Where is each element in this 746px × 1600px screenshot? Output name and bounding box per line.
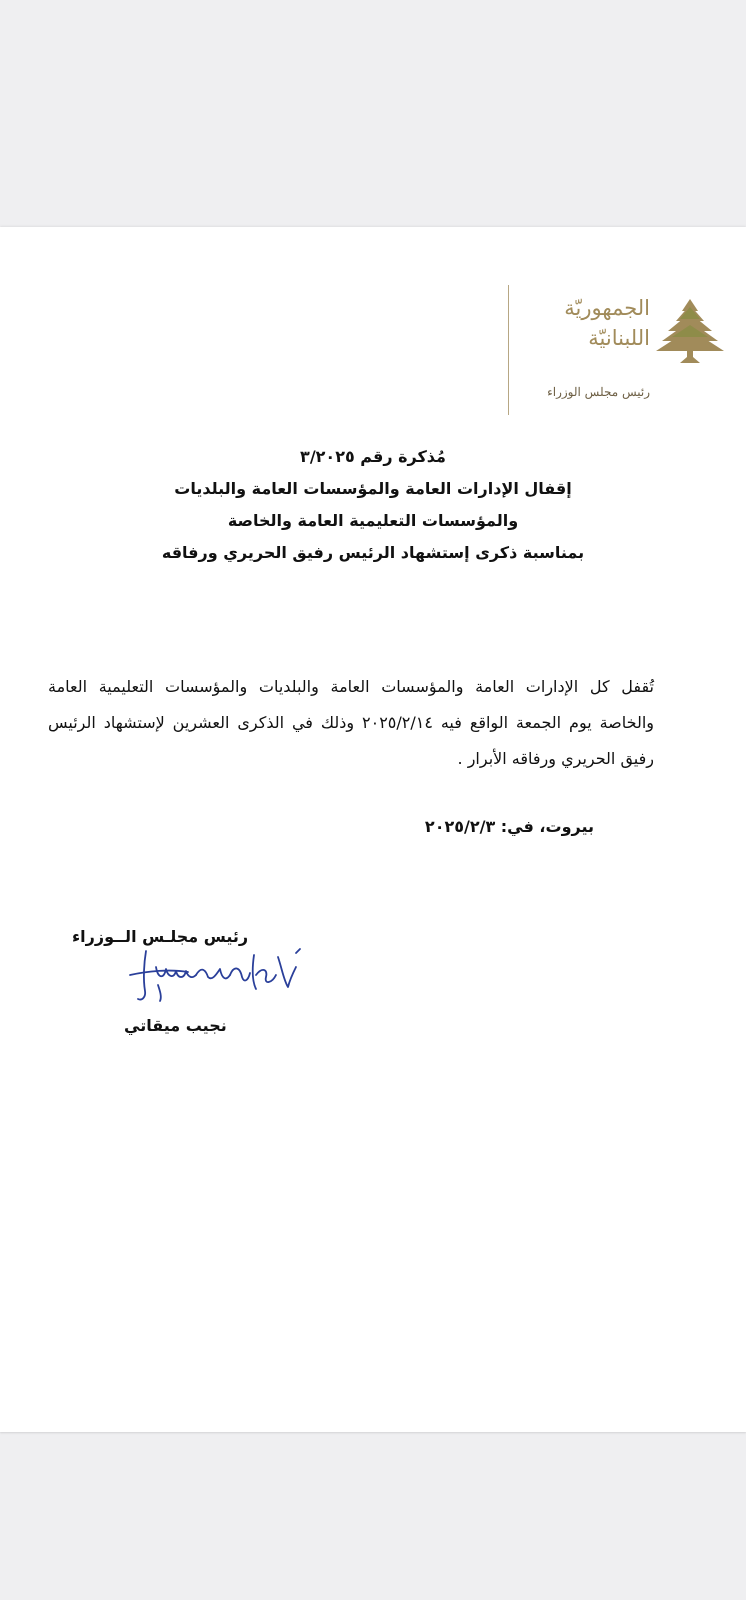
memo-body-paragraph: تُقفل كل الإدارات العامة والمؤسسات العامة والبلديات والمؤسسات التعليمية العامة والخاصة يوم الجمعة الواقع فيه ٢٠٢٥/٢/١٤ وذلك في الذكرى العشرين لإستشهاد الرئيس رفيق الحريري ورفاقه الأبرار .	[48, 677, 654, 768]
republic-line-1: الجمهوريّة	[564, 296, 650, 320]
republic-name	[530, 293, 650, 353]
memo-title-line-3: بمناسبة ذكرى إستشهاد الرئيس رفيق الحريري ورفاقه	[161, 543, 585, 562]
memo-title-block	[0, 441, 746, 569]
signatory-name: نجيب ميقاتي	[124, 1016, 227, 1035]
letterhead	[508, 285, 728, 415]
signatory-title: رئيس مجلـس الــوزراء	[72, 927, 249, 946]
letterhead-divider	[508, 285, 509, 415]
handwritten-signature	[118, 945, 318, 1005]
document-page	[0, 227, 746, 1432]
office-name: رئيس مجلس الوزراء	[547, 385, 650, 399]
memo-title-line-1: إقفال الإدارات العامة والمؤسسات العامة والبلديات	[174, 479, 572, 498]
dateline: بيروت، في: ٢٠٢٥/٢/٣	[424, 817, 594, 836]
memo-number: مُذكرة رقم ٣/٢٠٢٥	[300, 447, 446, 466]
republic-line-2: اللبنانيّة	[588, 326, 650, 350]
memo-title-line-2: والمؤسسات التعليمية العامة والخاصة	[227, 511, 519, 530]
cedar-tree-icon	[652, 297, 728, 367]
